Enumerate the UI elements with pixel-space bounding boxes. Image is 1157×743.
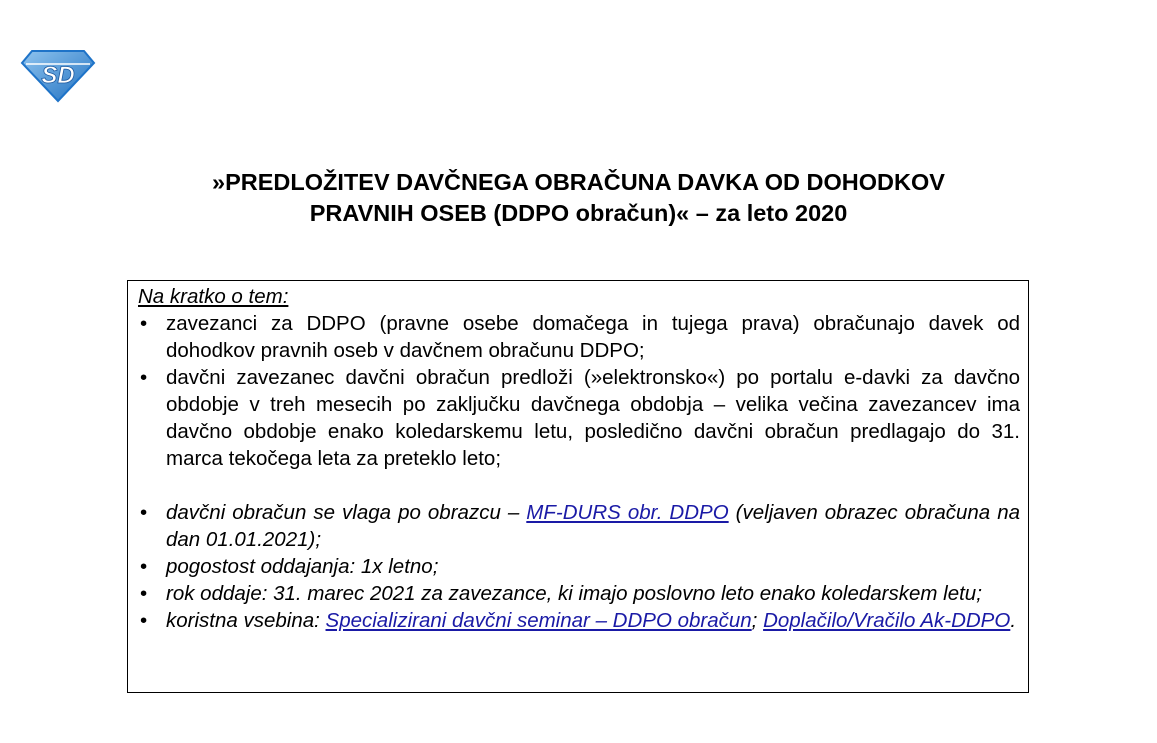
- list-item-text: (veljaven obrazec obračuna na dan 01.01.2021);: [166, 501, 1020, 551]
- seminar-link[interactable]: Specializirani davčni seminar – DDPO obračun: [325, 609, 752, 632]
- title-line-2: PRAVNIH OSEB (DDPO obračun)« – za leto 2020: [309, 200, 848, 226]
- list-item: [138, 607, 1020, 634]
- list-item: [138, 580, 1020, 607]
- list-item-text: zavezanci za DDPO (pravne osebe domačega in tujega prava) obračunajo davek od dohodkov pravnih oseb v davčnem obračunu DDPO;: [166, 312, 1020, 362]
- mf-durs-form-link[interactable]: MF-DURS obr. DDPO: [526, 501, 729, 524]
- payment-refund-link[interactable]: Doplačilo/Vračilo Ak-DDPO: [763, 609, 1011, 632]
- list-item-text: davčni obračun se vlaga po obrazcu –: [166, 501, 527, 524]
- list-item-text: rok oddaje: 31. marec 2021 za zavezance, ki imajo poslovno leto enako koledarskem letu;: [166, 582, 982, 605]
- document-title: [0, 167, 1157, 229]
- list-item-text: pogostost oddajanja: 1x letno;: [166, 555, 439, 578]
- list-item: [138, 553, 1020, 580]
- separator-text: ;: [751, 609, 764, 632]
- list-item-text: .: [1010, 609, 1017, 632]
- summary-list: [138, 310, 1020, 634]
- svg-text:SD: SD: [41, 62, 75, 89]
- title-line-1: »PREDLOŽITEV DAVČNEGA OBRAČUNA DAVKA OD DOHODKOV: [212, 169, 945, 195]
- summary-box: [127, 280, 1029, 693]
- list-item-text: davčni zavezanec davčni obračun predloži (»elektronsko«) po portalu e-davki za davčno obdobje v treh mesecih po zaključku davčnega obdobja – velika večina zavezancev ima davčno obdobje enako koledarskemu letu, posledično davčni obračun predlagajo do 31. marca tekočega leta za preteklo leto;: [166, 366, 1020, 470]
- list-item: [138, 310, 1020, 364]
- list-item-text: koristna vsebina:: [166, 609, 326, 632]
- list-item: [138, 499, 1020, 553]
- sd-logo-icon: [20, 47, 96, 103]
- list-item: [138, 364, 1020, 472]
- summary-heading: Na kratko o tem:: [138, 285, 289, 308]
